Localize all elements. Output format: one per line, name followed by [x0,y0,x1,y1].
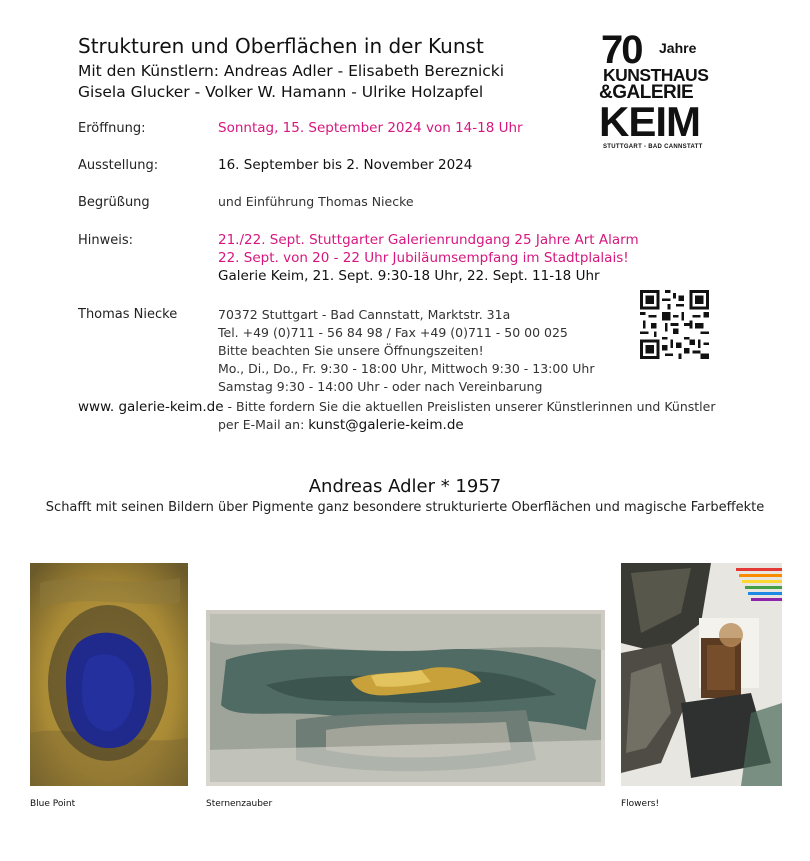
abstract-gold-painting-icon [206,610,605,786]
exhibition-value: 16. September bis 2. November 2024 [218,157,473,173]
abstract-collage-painting-icon [621,563,782,786]
artists-line-2: Gisela Glucker - Volker W. Hamann - Ulrike Holzapfel [78,83,484,101]
contact-phone: Tel. +49 (0)711 - 56 84 98 / Fax +49 (0)711 - 50 00 025 [218,325,568,340]
contact-name: Thomas Niecke [78,307,178,322]
logo-keim: KEIM [599,98,700,145]
artists-line-1: Mit den Künstlern: Andreas Adler - Elisabeth Bereznicki [78,62,505,80]
artwork-caption-blue-point: Blue Point [30,799,76,809]
welcome-value: und Einführung Thomas Niecke [218,194,414,209]
gallery-logo [597,28,709,152]
opening-label: Eröffnung: [78,121,146,136]
logo-number: 70 [601,28,642,72]
abstract-blue-painting-icon [30,563,188,786]
pricelist-row [78,398,715,416]
artwork-caption-sternenzauber: Sternenzauber [206,799,273,809]
email-row [218,416,464,434]
exhibition-label: Ausstellung: [78,158,159,173]
pricelist-text: - Bitte fordern Sie die aktuellen Preislisten unserer Künstlerinnen und Künstler [223,399,716,414]
opening-value: Sonntag, 15. September 2024 von 14-18 Uhr [218,120,523,136]
artist-heading: Andreas Adler * 1957 [308,476,502,497]
hours-weekdays: Mo., Di., Do., Fr. 9:30 - 18:00 Uhr, Mittwoch 9:30 - 13:00 Uhr [218,361,595,376]
qr-code-icon[interactable] [640,290,709,359]
logo-city: STUTTGART - BAD CANNSTATT [603,144,703,150]
note-label: Hinweis: [78,233,134,248]
contact-address: 70372 Stuttgart - Bad Cannstatt, Marktstr. 31a [218,307,511,322]
logo-jahre: Jahre [659,40,697,56]
hours-note: Bitte beachten Sie unsere Öffnungszeiten! [218,343,484,358]
artwork-caption-flowers: Flowers! [621,799,660,809]
logo-kunsthaus: KUNSTHAUS [603,65,709,85]
note-line-3: Galerie Keim, 21. Sept. 9:30-18 Uhr, 22. Sept. 11-18 Uhr [218,268,600,284]
email-prefix: per E-Mail an: [218,417,309,432]
exhibition-title: Strukturen und Oberflächen in der Kunst [78,34,484,58]
email-link[interactable]: kunst@galerie-keim.de [308,417,464,433]
logo-galerie: &GALERIE [599,82,694,103]
artist-description: Schafft mit seinen Bildern über Pigmente ganz besondere strukturierte Oberflächen und magische Farbeffekte [45,500,765,515]
note-line-1: 21./22. Sept. Stuttgarter Galerienrundgang 25 Jahre Art Alarm [218,232,639,248]
note-line-2: 22. Sept. von 20 - 22 Uhr Jubiläumsempfang im Stadtplalais! [218,250,629,266]
hours-saturday: Samstag 9:30 - 14:00 Uhr - oder nach Vereinbarung [218,379,543,394]
welcome-label: Begrüßung [78,195,150,210]
website-link[interactable]: www. galerie-keim.de [78,399,224,415]
